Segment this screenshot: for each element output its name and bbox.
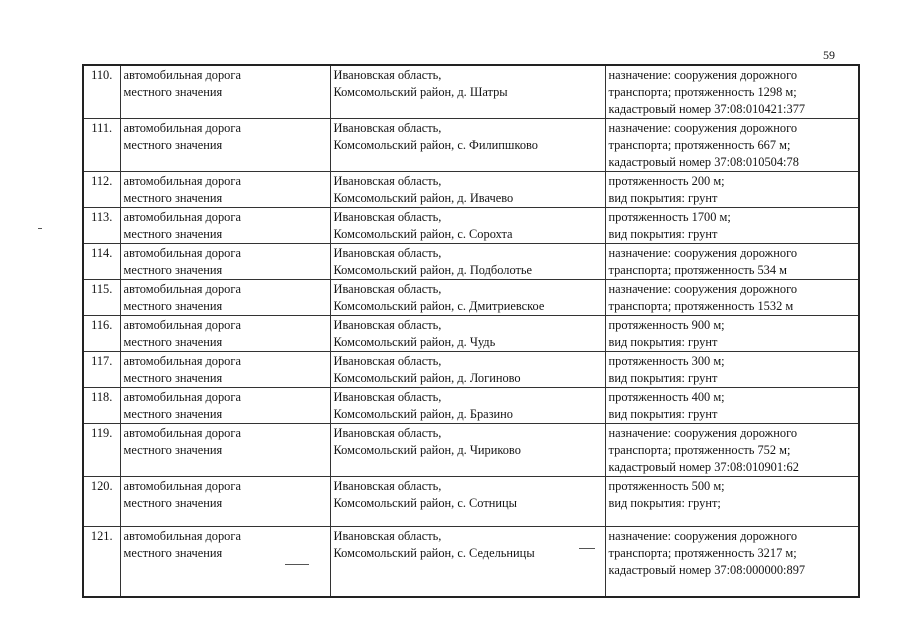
scan-mark — [579, 548, 595, 549]
row-number: 113. — [83, 208, 120, 244]
road-address-line: Комсомольский район, с. Филипшково — [333, 138, 538, 152]
road-type-line: автомобильная дорога — [123, 68, 241, 82]
road-type — [120, 244, 330, 280]
road-address-line: Комсомольский район, д. Шатры — [333, 85, 508, 99]
road-description-line: протяженность 200 м; — [608, 174, 725, 188]
road-type-line: местного значения — [123, 138, 223, 152]
road-type — [120, 208, 330, 244]
road-address-line: Ивановская область, — [333, 246, 442, 260]
row-number: 112. — [83, 172, 120, 208]
road-description-line: назначение: сооружения дорожного — [608, 426, 798, 440]
road-type — [120, 352, 330, 388]
row-number: 120. — [83, 477, 120, 527]
row-number: 121. — [83, 527, 120, 598]
road-type-line: автомобильная дорога — [123, 282, 241, 296]
road-address-line: Комсомольский район, д. Бразино — [333, 407, 513, 421]
table-row — [83, 477, 859, 527]
table-row — [83, 424, 859, 477]
road-description-line: назначение: сооружения дорожного — [608, 246, 798, 260]
row-number: 114. — [83, 244, 120, 280]
table-row — [83, 316, 859, 352]
road-type — [120, 477, 330, 527]
road-description — [605, 65, 859, 119]
road-type-line: местного значения — [123, 227, 223, 241]
road-type — [120, 280, 330, 316]
table-row — [83, 527, 859, 598]
road-type-line: местного значения — [123, 546, 223, 560]
road-description — [605, 527, 859, 598]
road-type-line: местного значения — [123, 263, 223, 277]
road-address-line: Ивановская область, — [333, 68, 442, 82]
road-description-line: протяженность 400 м; — [608, 390, 725, 404]
table-row — [83, 244, 859, 280]
road-address-line: Ивановская область, — [333, 210, 442, 224]
road-type-line: местного значения — [123, 191, 223, 205]
road-type-line: автомобильная дорога — [123, 426, 241, 440]
road-description — [605, 244, 859, 280]
road-address — [330, 352, 605, 388]
row-number: 116. — [83, 316, 120, 352]
roads-table — [82, 64, 860, 598]
road-address-line: Комсомольский район, д. Чириково — [333, 443, 521, 457]
road-description-line: протяженность 1700 м; — [608, 210, 731, 224]
road-type-line: местного значения — [123, 85, 223, 99]
road-type — [120, 388, 330, 424]
road-type-line: автомобильная дорога — [123, 210, 241, 224]
scan-mark — [285, 564, 309, 565]
table-row — [83, 172, 859, 208]
road-description-line: вид покрытия: грунт — [608, 227, 718, 241]
road-address-line: Комсомольский район, д. Ивачево — [333, 191, 514, 205]
road-description — [605, 388, 859, 424]
road-description-line: кадастровый номер 37:08:010504:78 — [608, 155, 799, 169]
road-description — [605, 477, 859, 527]
road-description-line: вид покрытия: грунт — [608, 191, 718, 205]
road-address-line: Комсомольский район, д. Подболотье — [333, 263, 533, 277]
road-address — [330, 65, 605, 119]
road-type — [120, 316, 330, 352]
road-description-line: кадастровый номер 37:08:010421:377 — [608, 102, 806, 116]
road-description — [605, 316, 859, 352]
road-description-line: протяженность 300 м; — [608, 354, 725, 368]
road-type-line: автомобильная дорога — [123, 529, 241, 543]
road-address — [330, 527, 605, 598]
road-address — [330, 316, 605, 352]
road-type — [120, 119, 330, 172]
table-row — [83, 280, 859, 316]
table-row — [83, 208, 859, 244]
road-type-line: автомобильная дорога — [123, 318, 241, 332]
road-type-line: автомобильная дорога — [123, 246, 241, 260]
road-description-line: транспорта; протяженность 1532 м — [608, 299, 794, 313]
page-number: 59 — [823, 48, 835, 62]
road-type-line: местного значения — [123, 496, 223, 510]
road-address-line: Комсомольский район, с. Сотницы — [333, 496, 517, 510]
road-address-line: Ивановская область, — [333, 426, 442, 440]
road-type-line: автомобильная дорога — [123, 354, 241, 368]
road-description-line: вид покрытия: грунт — [608, 371, 718, 385]
table-row — [83, 119, 859, 172]
road-address-line: Комсомольский район, д. Логиново — [333, 371, 521, 385]
road-description — [605, 352, 859, 388]
road-description-line: назначение: сооружения дорожного — [608, 529, 798, 543]
road-address-line: Комсомольский район, с. Седельницы — [333, 546, 535, 560]
road-address-line: Комсомольский район, с. Дмитриевское — [333, 299, 545, 313]
road-description-line: назначение: сооружения дорожного — [608, 282, 798, 296]
road-description — [605, 119, 859, 172]
road-description-line: вид покрытия: грунт — [608, 407, 718, 421]
road-description-line: назначение: сооружения дорожного — [608, 68, 798, 82]
road-address-line: Ивановская область, — [333, 479, 442, 493]
road-description-line: протяженность 900 м; — [608, 318, 725, 332]
road-type-line: местного значения — [123, 407, 223, 421]
road-address-line: Комсомольский район, д. Чудь — [333, 335, 496, 349]
road-address-line: Ивановская область, — [333, 121, 442, 135]
row-number: 111. — [83, 119, 120, 172]
road-description — [605, 208, 859, 244]
road-description-line: транспорта; протяженность 667 м; — [608, 138, 791, 152]
road-address — [330, 208, 605, 244]
road-description-line: вид покрытия: грунт; — [608, 496, 721, 510]
road-address — [330, 280, 605, 316]
road-address-line: Ивановская область, — [333, 390, 442, 404]
road-type-line: местного значения — [123, 371, 223, 385]
road-type-line: автомобильная дорога — [123, 174, 241, 188]
road-type-line: автомобильная дорога — [123, 121, 241, 135]
road-address — [330, 424, 605, 477]
road-description-line: вид покрытия: грунт — [608, 335, 718, 349]
road-address-line: Ивановская область, — [333, 354, 442, 368]
road-address-line: Ивановская область, — [333, 529, 442, 543]
road-type — [120, 527, 330, 598]
road-type — [120, 424, 330, 477]
road-address-line: Ивановская область, — [333, 318, 442, 332]
scan-mark — [38, 228, 42, 229]
road-description-line: кадастровый номер 37:08:000000:897 — [608, 563, 806, 577]
road-address — [330, 477, 605, 527]
road-description-line: транспорта; протяженность 534 м — [608, 263, 788, 277]
table-row — [83, 65, 859, 119]
road-description-line: протяженность 500 м; — [608, 479, 725, 493]
road-type-line: местного значения — [123, 443, 223, 457]
row-number: 118. — [83, 388, 120, 424]
row-number: 117. — [83, 352, 120, 388]
road-description — [605, 280, 859, 316]
road-address-line: Комсомольский район, с. Сорохта — [333, 227, 513, 241]
road-address-line: Ивановская область, — [333, 174, 442, 188]
road-address-line: Ивановская область, — [333, 282, 442, 296]
road-description-line: кадастровый номер 37:08:010901:62 — [608, 460, 799, 474]
table-row — [83, 352, 859, 388]
road-type-line: автомобильная дорога — [123, 479, 241, 493]
table-row — [83, 388, 859, 424]
road-address — [330, 244, 605, 280]
road-description-line: назначение: сооружения дорожного — [608, 121, 798, 135]
road-type — [120, 172, 330, 208]
road-address — [330, 172, 605, 208]
road-address — [330, 388, 605, 424]
road-description-line: транспорта; протяженность 752 м; — [608, 443, 791, 457]
road-address — [330, 119, 605, 172]
row-number: 119. — [83, 424, 120, 477]
row-number: 115. — [83, 280, 120, 316]
road-description — [605, 424, 859, 477]
road-type-line: автомобильная дорога — [123, 390, 241, 404]
road-description — [605, 172, 859, 208]
road-type-line: местного значения — [123, 299, 223, 313]
road-type — [120, 65, 330, 119]
table-body — [83, 65, 859, 597]
road-description-line: транспорта; протяженность 3217 м; — [608, 546, 797, 560]
row-number: 110. — [83, 65, 120, 119]
road-description-line: транспорта; протяженность 1298 м; — [608, 85, 797, 99]
road-type-line: местного значения — [123, 335, 223, 349]
